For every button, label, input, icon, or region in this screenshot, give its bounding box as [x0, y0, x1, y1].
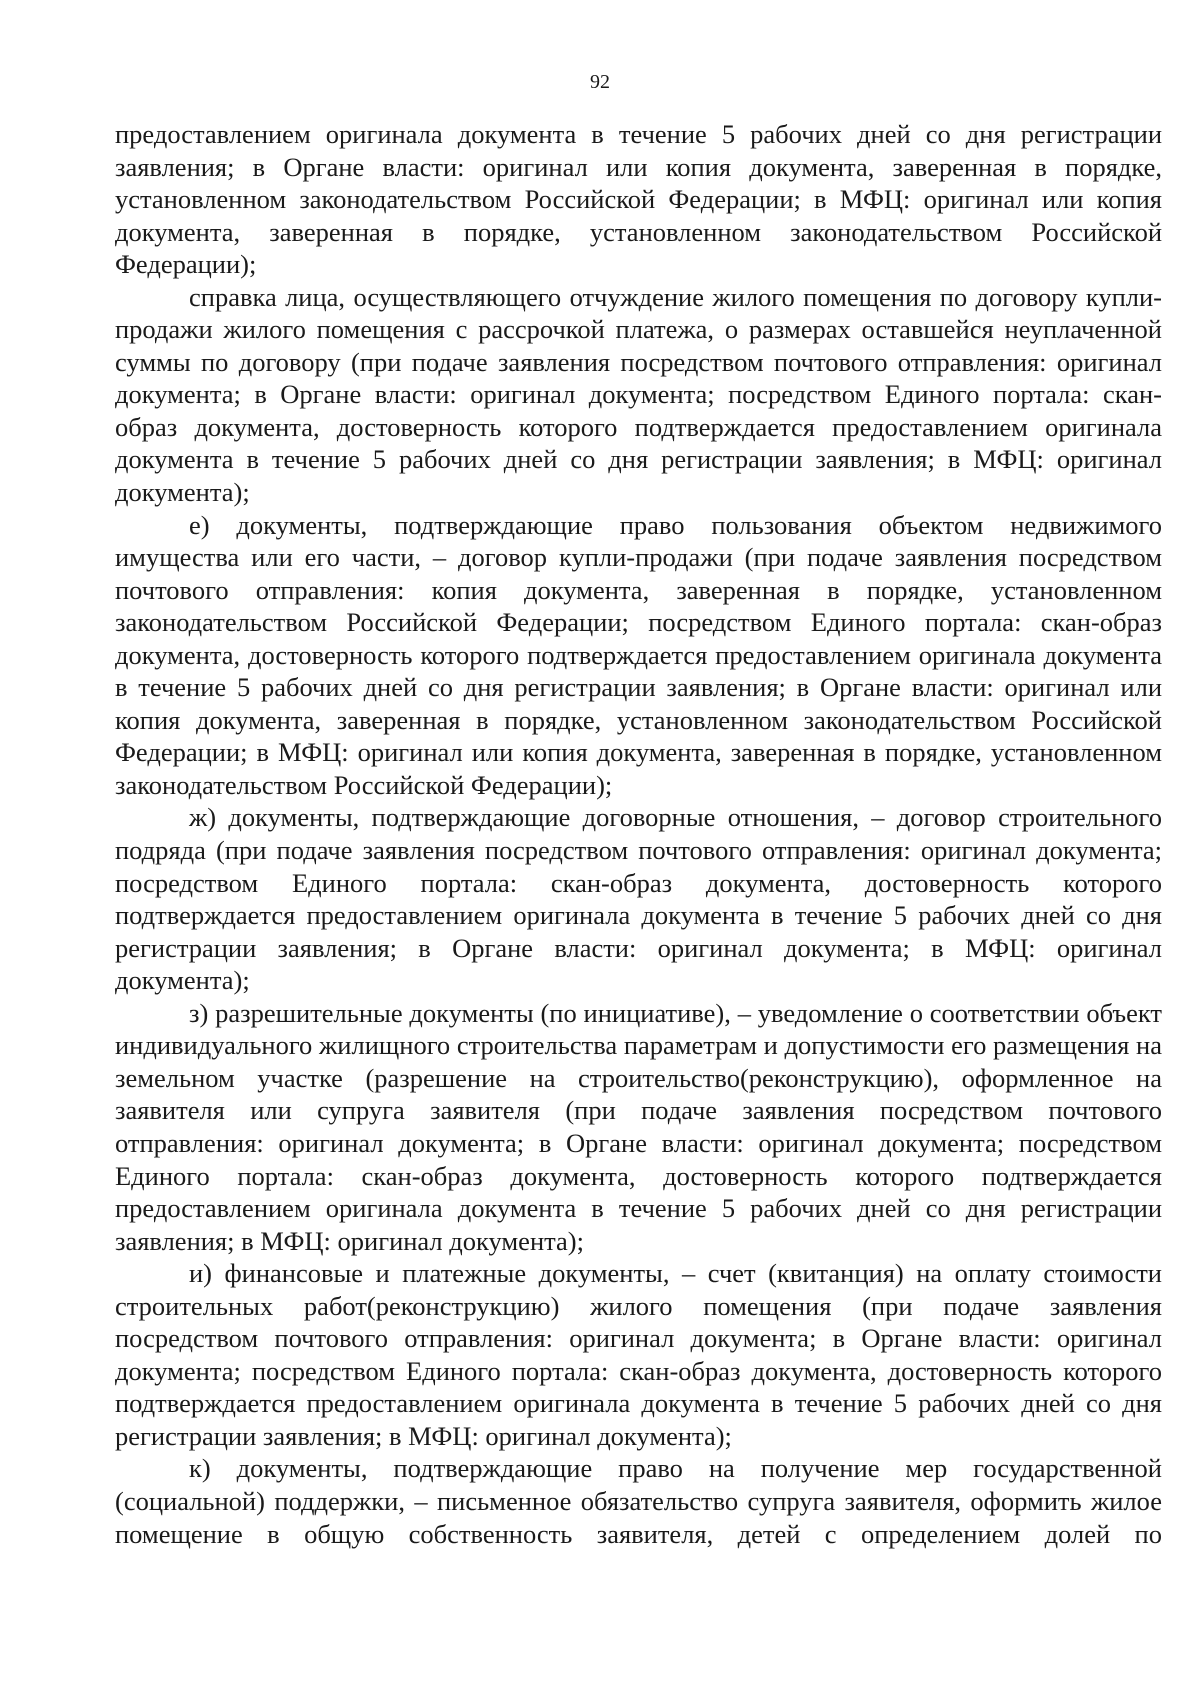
paragraph-seller-certificate: справка лица, осуществляющего отчуждение жилого помещения по договору купли-продажи жилого помещения с рассрочкой платежа, о размерах оставшейся неуплаченной суммы по договору (при подаче заявления посредством почтового отправления: оригинал документа; в Органе власти: оригинал документа; посредством Единого портала: скан-образ документа, достоверность которого подтверждается предоставлением оригинала документа в течение 5 рабочих дней со дня регистрации заявления; в МФЦ: оригинал документа);	[115, 281, 1162, 508]
paragraph-zh-contract-documents: ж) документы, подтверждающие договорные отношения, – договор строительного подряда (при подаче заявления посредством почтового отправления: оригинал документа; посредством Единого портала: скан-образ документа, достоверность которого подтверждается предоставлением оригинала документа в течение 5 рабочих дней со дня регистрации заявления; в Органе власти: оригинал документа; в МФЦ: оригинал документа);	[115, 802, 1162, 996]
paragraph-continuation: предоставлением оригинала документа в течение 5 рабочих дней со дня регистрации заявления; в Органе власти: оригинал или копия документа, заверенная в порядке, установленном законодательством Российской Федерации; в МФЦ: оригинал или копия документа, заверенная в порядке, установленном законодательством Российской Федерации);	[115, 119, 1162, 280]
paragraph-e-property-use-documents: е) документы, подтверждающие право пользования объектом недвижимого имущества или его части, – договор купли-продажи (при подаче заявления посредством почтового отправления: копия документа, заверенная в порядке, установленном законодательством Российской Федерации; посредством Единого портала: скан-образ документа, достоверность которого подтверждается предоставлением оригинала документа в течение 5 рабочих дней со дня регистрации заявления; в Органе власти: оригинал или копия документа, заверенная в порядке, установленном законодательством Российской Федерации; в МФЦ: оригинал или копия документа, заверенная в порядке, установленном законодательством Российской Федерации);	[115, 509, 1162, 800]
page-number: 92	[590, 71, 610, 93]
paragraph-i-financial-documents: и) финансовые и платежные документы, – счет (квитанция) на оплату стоимости строительных работ(реконструкцию) жилого помещения (при подаче заявления посредством почтового отправления: оригинал документа; в Органе власти: оригинал документа; посредством Единого портала: скан-образ документа, достоверность которого подтверждается предоставлением оригинала документа в течение 5 рабочих дней со дня регистрации заявления; в МФЦ: оригинал документа);	[115, 1258, 1162, 1451]
paragraph-k-support-documents: к) документы, подтверждающие право на получение мер государственной (социальной) поддержки, – письменное обязательство супруга заявителя, оформить жилое помещение в общую собственность заявителя, детей с определением долей по	[115, 1453, 1162, 1549]
document-body	[115, 118, 1162, 1550]
paragraph-z-permit-documents: з) разрешительные документы (по инициативе), – уведомление о соответствии объект индивидуального жилищного строительства параметрам и допустимости его размещения на земельном участке (разрешение на строительство(реконструкцию), оформленное на заявителя или супруга заявителя (при подаче заявления посредством почтового отправления: оригинал документа; в Органе власти: оригинал документа; посредством Единого портала: скан-образ документа, достоверность которого подтверждается предоставлением оригинала документа в течение 5 рабочих дней со дня регистрации заявления; в МФЦ: оригинал документа);	[115, 997, 1162, 1256]
